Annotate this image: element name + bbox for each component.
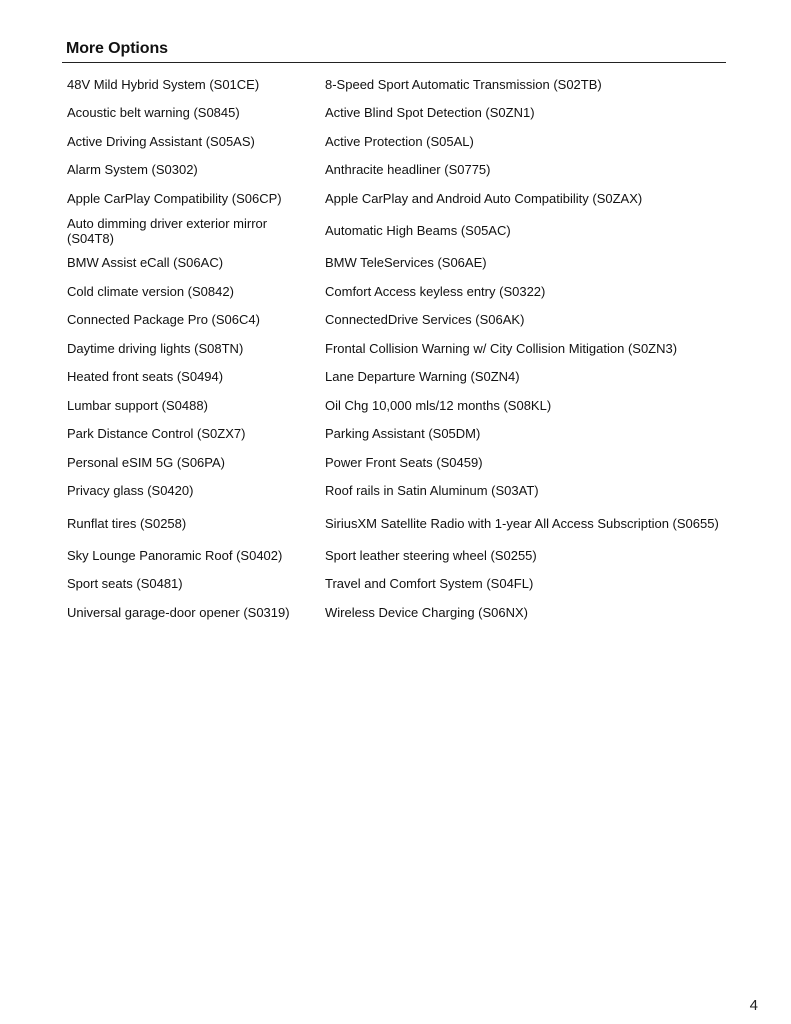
option-right: Oil Chg 10,000 mls/12 months (S08KL) (325, 397, 552, 413)
section-title: More Options (66, 40, 168, 57)
option-right: Automatic High Beams (S05AC) (325, 223, 511, 238)
table-row (62, 277, 726, 306)
options-table-body (62, 70, 726, 627)
option-right: Frontal Collision Warning w/ City Collision Mitigation (S0ZN3) (325, 340, 678, 356)
option-right: Active Blind Spot Detection (S0ZN1) (325, 105, 535, 121)
option-right: Comfort Access keyless entry (S0322) (325, 283, 546, 299)
option-right: SiriusXM Satellite Radio with 1-year All Access Subscription (S0655) (325, 515, 719, 531)
option-left: Daytime driving lights (S08TN) (67, 340, 244, 356)
table-row (62, 306, 726, 335)
table-row (62, 213, 726, 249)
option-right: Roof rails in Satin Aluminum (S03AT) (325, 483, 539, 499)
option-right: Active Protection (S05AL) (325, 133, 474, 149)
table-row (62, 477, 726, 506)
table-row (62, 363, 726, 392)
table-row (62, 99, 726, 128)
option-left: Auto dimming driver exterior mirror (S04T8) (67, 215, 268, 246)
option-left: Apple CarPlay Compatibility (S06CP) (67, 190, 282, 206)
option-right: Lane Departure Warning (S0ZN4) (325, 369, 520, 385)
options-table (62, 70, 726, 627)
table-row (62, 598, 726, 627)
section-divider (62, 62, 726, 63)
table-row (62, 420, 726, 449)
option-right: Sport leather steering wheel (S0255) (325, 547, 537, 563)
option-left: Cold climate version (S0842) (67, 283, 234, 299)
table-row (62, 184, 726, 213)
option-left: Heated front seats (S0494) (67, 369, 224, 385)
option-right: Power Front Seats (S0459) (325, 454, 483, 470)
option-right: BMW TeleServices (S06AE) (325, 255, 487, 271)
table-row (62, 127, 726, 156)
table-row (62, 249, 726, 278)
table-row (62, 391, 726, 420)
option-left: Lumbar support (S0488) (67, 397, 208, 413)
option-left: Alarm System (S0302) (67, 162, 198, 178)
option-left: BMW Assist eCall (S06AC) (67, 255, 224, 271)
option-left: Active Driving Assistant (S05AS) (67, 133, 255, 149)
option-left: Acoustic belt warning (S0845) (67, 105, 240, 121)
table-row (62, 505, 726, 541)
option-left: Privacy glass (S0420) (67, 483, 194, 499)
option-right: Parking Assistant (S05DM) (325, 426, 481, 442)
table-row (62, 541, 726, 570)
option-left: Sky Lounge Panoramic Roof (S0402) (67, 547, 283, 563)
option-left: 48V Mild Hybrid System (S01CE) (67, 76, 260, 92)
option-right: Travel and Comfort System (S04FL) (325, 576, 534, 592)
table-row (62, 334, 726, 363)
option-left: Connected Package Pro (S06C4) (67, 312, 260, 328)
option-left: Runflat tires (S0258) (67, 515, 187, 531)
option-left: Park Distance Control (S0ZX7) (67, 426, 246, 442)
option-left: Personal eSIM 5G (S06PA) (67, 454, 225, 470)
table-row (62, 156, 726, 185)
table-row (62, 448, 726, 477)
page-number: 4 (749, 997, 758, 1014)
option-right: Wireless Device Charging (S06NX) (325, 604, 529, 620)
option-right: ConnectedDrive Services (S06AK) (325, 312, 525, 328)
option-right: 8-Speed Sport Automatic Transmission (S02TB) (325, 76, 602, 92)
option-right: Apple CarPlay and Android Auto Compatibility (S0ZAX) (325, 190, 643, 206)
option-left: Universal garage-door opener (S0319) (67, 604, 290, 620)
option-right: Anthracite headliner (S0775) (325, 162, 491, 178)
table-row (62, 570, 726, 599)
table-row (62, 70, 726, 99)
option-left: Sport seats (S0481) (67, 576, 183, 592)
